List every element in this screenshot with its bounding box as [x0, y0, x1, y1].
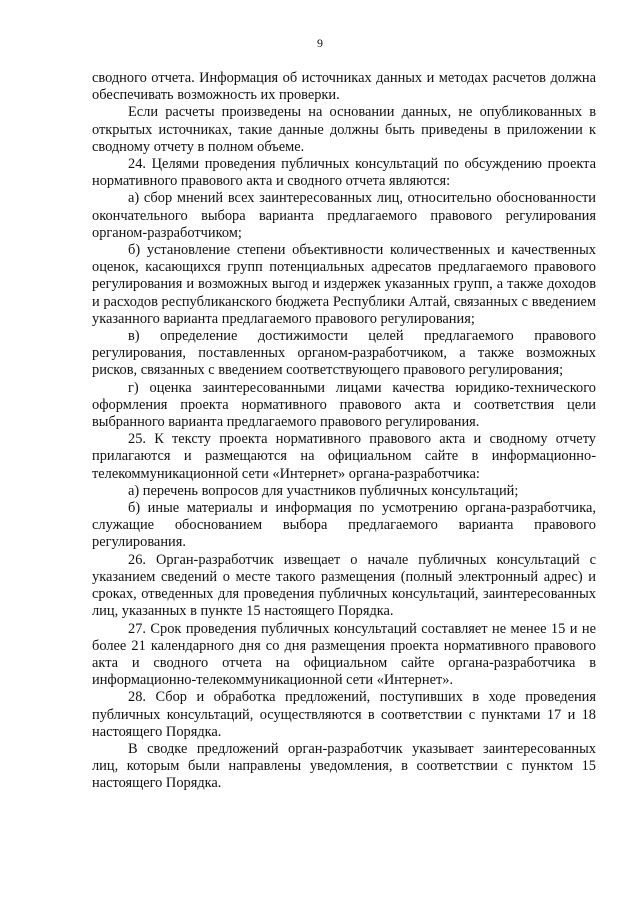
paragraph: в) определение достижимости целей предлагаемого правового регулирования, поставленных органом-разработчиком, а также возможных рисков, связанных с введением соответствующего правового регулирования; [92, 328, 596, 379]
page-number: 9 [317, 36, 323, 50]
paragraph: Если расчеты произведены на основании данных, не опубликованных в открытых источниках, такие данные должны быть приведены в приложении к сводному отчету в полном объеме. [92, 104, 596, 155]
paragraph: 28. Сбор и обработка предложений, поступивших в ходе проведения публичных консультаций, осуществляются в соответствии с пунктами 17 и 18 настоящего Порядка. [92, 689, 596, 740]
body-text [92, 70, 596, 793]
paragraph: сводного отчета. Информация об источниках данных и методах расчетов должна обеспечивать возможность их проверки. [92, 70, 596, 104]
paragraph: 26. Орган-разработчик извещает о начале публичных консультаций с указанием сведений о месте такого размещения (полный электронный адрес) и сроках, отведенных для проведения публичных консультаций, заинтересованных лиц, указанных в пункте 15 настоящего Порядка. [92, 551, 596, 620]
paragraph: 24. Целями проведения публичных консультаций по обсуждению проекта нормативного правового акта и сводного отчета являются: [92, 156, 596, 190]
paragraph: а) перечень вопросов для участников публичных консультаций; [128, 482, 519, 499]
paragraph: а) сбор мнений всех заинтересованных лиц, относительно обоснованности окончательного выбора варианта предлагаемого правового регулирования органом-разработчиком; [92, 190, 596, 241]
paragraph: 27. Срок проведения публичных консультаций составляет не менее 15 и не более 21 календарного дня со дня размещения проекта нормативного правового акта и сводного отчета на официальном сайте органа-разработчика в информационно-телекоммуникационной сети «Интернет». [92, 620, 596, 689]
paragraph: 25. К тексту проекта нормативного правового акта и сводному отчету прилагаются и размещаются на официальном сайте в информационно-телекоммуникационной сети «Интернет» органа-разработчика: [92, 431, 596, 482]
paragraph: б) установление степени объективности количественных и качественных оценок, касающихся групп потенциальных адресатов предлагаемого правового регулирования и возможных выгод и издержек указанных групп, а также доходов и расходов республиканского бюджета Республики Алтай, связанных с введением указанного варианта предлагаемого правового регулирования; [92, 242, 596, 327]
paragraph: б) иные материалы и информация по усмотрению органа-разработчика, служащие обоснованием выбора предлагаемого варианта правового регулирования. [92, 500, 596, 551]
paragraph: г) оценка заинтересованными лицами качества юридико-технического оформления проекта нормативного правового акта и соответствия цели выбранного варианта предлагаемого правового регулирования. [92, 379, 596, 431]
paragraph: В сводке предложений орган-разработчик указывает заинтересованных лиц, которым были направлены уведомления, в соответствии с пунктом 15 настоящего Порядка. [92, 740, 596, 792]
